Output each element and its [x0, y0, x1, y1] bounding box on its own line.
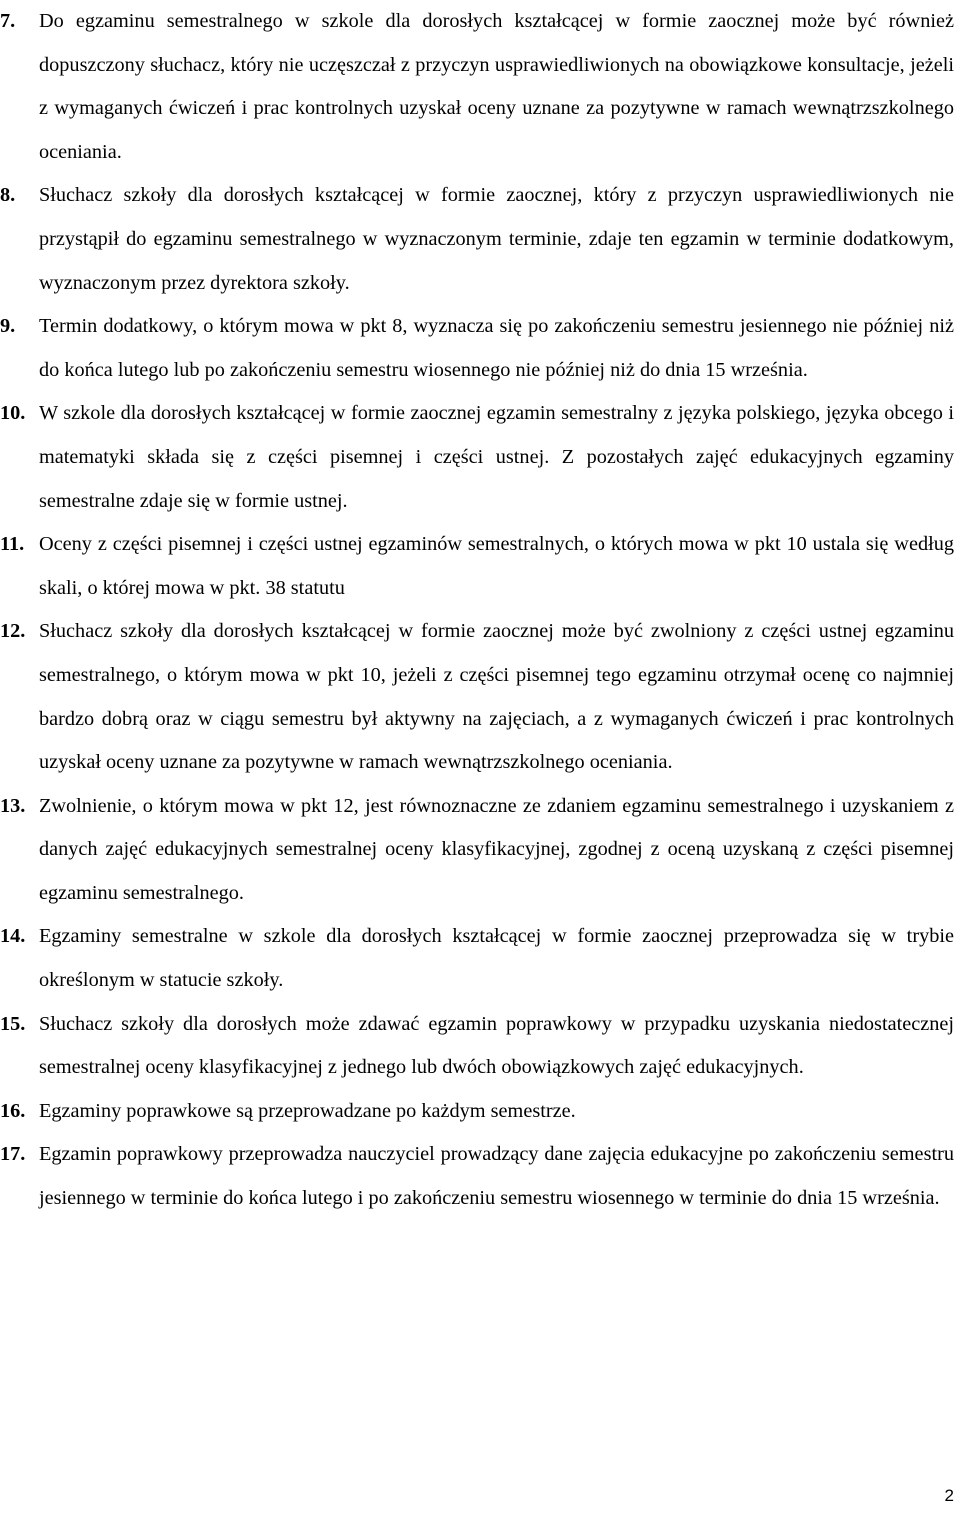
- list-item: [0, 785, 960, 916]
- list-item: [0, 305, 960, 392]
- item-number: 10.: [0, 402, 26, 425]
- item-text: W szkole dla dorosłych kształcącej w formie zaocznej egzamin semestralny z języka polskiego, języka obcego i matematyki składa się z części pisemnej i części ustnej. Z pozostałych zajęć edukacyjnych egzaminy semestralne zdaje się w formie ustnej.: [39, 402, 954, 512]
- list-item: [0, 1090, 960, 1134]
- list-item: [0, 610, 960, 784]
- list-item: [0, 0, 960, 174]
- item-text: Do egzaminu semestralnego w szkole dla dorosłych kształcącej w formie zaocznej może być również dopuszczony słuchacz, który nie uczęszczał z przyczyn usprawiedliwionych na obowiązkowe konsultacje, jeżeli z wymaganych ćwiczeń i prac kontrolnych uzyskał oceny uznane za pozytywne w ramach wewnątrzszkolnego oceniania.: [39, 10, 954, 163]
- item-number: 16.: [0, 1099, 26, 1122]
- item-number: 9.: [0, 315, 16, 338]
- list-item: [0, 915, 960, 1002]
- list-item: [0, 1003, 960, 1090]
- item-text: Egzamin poprawkowy przeprowadza nauczyciel prowadzący dane zajęcia edukacyjne po zakończeniu semestru jesiennego w terminie do końca lutego i po zakończeniu semestru wiosennego w terminie do dnia 15 września.: [39, 1143, 954, 1210]
- item-text: Oceny z części pisemnej i części ustnej egzaminów semestralnych, o których mowa w pkt 10 ustala się według skali, o której mowa w pkt. 38 statutu: [39, 533, 954, 599]
- item-number: 17.: [0, 1143, 26, 1166]
- item-number: 11.: [0, 533, 25, 556]
- item-text: Słuchacz szkoły dla dorosłych kształcącej w formie zaocznej może być zwolniony z części ustnej egzaminu semestralnego, o którym mowa w pkt 10, jeżeli z części pisemnej tego egzaminu otrzymał ocenę co najmniej bardzo dobrą oraz w ciągu semestru był aktywny na zajęciach, a z wymaganych ćwiczeń i prac kontrolnych uzyskał oceny uznane za pozytywne w ramach wewnątrzszkolnego oceniania.: [39, 620, 954, 774]
- list-item: [0, 1133, 960, 1220]
- item-text: Zwolnienie, o którym mowa w pkt 12, jest równoznaczne ze zdaniem egzaminu semestralnego i uzyskaniem z danych zajęć edukacyjnych semestralnej oceny klasyfikacyjnej, zgodnej z oceną uzyskaną z części pisemnej egzaminu semestralnego.: [39, 794, 954, 904]
- item-text: Egzaminy semestralne w szkole dla dorosłych kształcącej w formie zaocznej przeprowadza się w trybie określonym w statucie szkoły.: [39, 925, 954, 992]
- item-number: 14.: [0, 925, 26, 948]
- list-item: [0, 174, 960, 305]
- item-text: Termin dodatkowy, o którym mowa w pkt 8, wyznacza się po zakończeniu semestru jesiennego nie później niż do końca lutego lub po zakończeniu semestru wiosennego nie później niż do dnia 15 września.: [39, 315, 954, 381]
- item-number: 13.: [0, 794, 26, 817]
- item-number: 8.: [0, 184, 16, 207]
- page-number: 2: [944, 1486, 954, 1505]
- list-item: [0, 523, 960, 610]
- item-text: Egzaminy poprawkowe są przeprowadzane po każdym semestrze.: [39, 1099, 576, 1122]
- item-text: Słuchacz szkoły dla dorosłych kształcącej w formie zaocznej, który z przyczyn usprawiedliwionych nie przystąpił do egzaminu semestralnego w wyznaczonym terminie, zdaje ten egzamin w terminie dodatkowym, wyznaczonym przez dyrektora szkoły.: [39, 184, 954, 294]
- item-number: 7.: [0, 10, 16, 32]
- item-text: Słuchacz szkoły dla dorosłych może zdawać egzamin poprawkowy w przypadku uzyskania niedostatecznej semestralnej oceny klasyfikacyjnej z jednego lub dwóch obowiązkowych zajęć edukacyjnych.: [39, 1012, 954, 1079]
- item-number: 12.: [0, 620, 26, 643]
- item-number: 15.: [0, 1012, 26, 1035]
- list-item: [0, 392, 960, 523]
